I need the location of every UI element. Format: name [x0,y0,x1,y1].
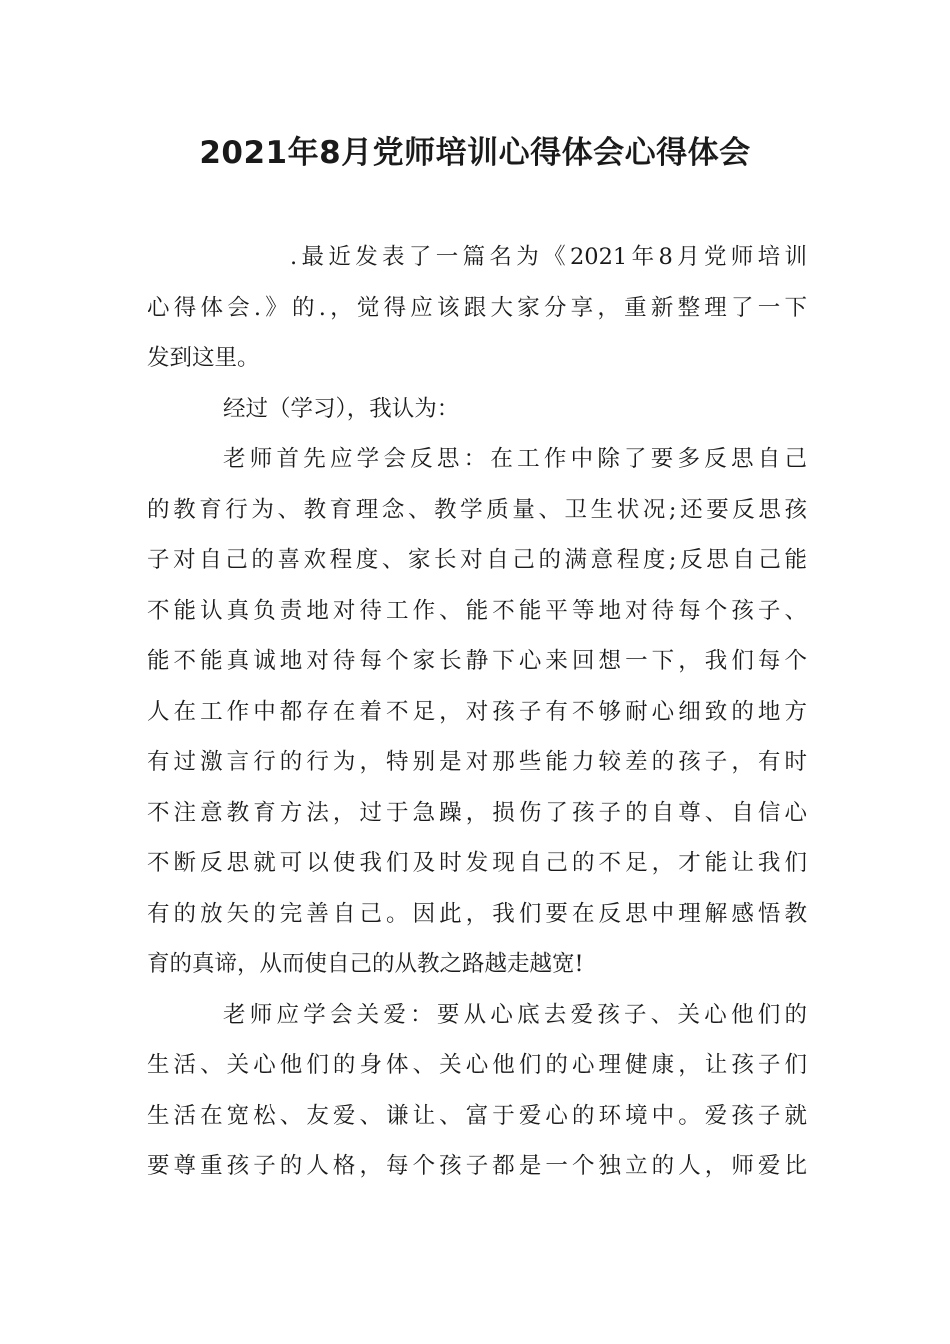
paragraph-line: 生活、关心他们的身体、关心他们的心理健康，让孩子们 [147,1052,807,1078]
document-title: 2021年8月党师培训心得体会心得体会 [199,135,751,171]
paragraph-line: 子对自己的喜欢程度、家长对自己的满意程度;反思自己能 [147,547,807,573]
paragraph-line: 老师应学会关爱：要从心底去爱孩子、关心他们的 [223,1001,807,1028]
paragraph-line: 不能认真负责地对待工作、能不能平等地对待每个孩子、 [147,597,807,624]
paragraph-line: 有过激言行的行为，特别是对那些能力较差的孩子，有时 [147,749,807,775]
paragraph-line: 发到这里。 [147,345,260,371]
paragraph-line: 育的真谛，从而使自己的从教之路越走越宽! [147,951,584,977]
paragraph-line: 的教育行为、教育理念、教学质量、卫生状况;还要反思孩 [147,496,807,523]
paragraph-line: 不注意教育方法，过于急躁，损伤了孩子的自尊、自信心 [147,799,807,826]
paragraph-line: 老师首先应学会反思：在工作中除了要多反思自己 [223,446,807,472]
paragraph-line: 有的放矢的完善自己。因此，我们要在反思中理解感悟教 [147,900,807,927]
paragraph-line: .最近发表了一篇名为《2021年8月党师培训 [290,244,807,270]
paragraph-line: 经过（学习），我认为： [223,395,460,422]
paragraph-line: 能不能真诚地对待每个家长静下心来回想一下，我们每个 [147,648,807,674]
paragraph-line: 生活在宽松、友爱、谦让、富于爱心的环境中。爱孩子就 [147,1102,807,1129]
paragraph-line: 要尊重孩子的人格，每个孩子都是一个独立的人，师爱比 [147,1153,807,1179]
paragraph-line: 人在工作中都存在着不足，对孩子有不够耐心细致的地方 [147,698,807,725]
paragraph-line: 不断反思就可以使我们及时发现自己的不足，才能让我们 [147,850,807,876]
document-body [147,232,807,1192]
paragraph-line: 心得体会.》的.，觉得应该跟大家分享，重新整理了一下 [147,294,807,321]
